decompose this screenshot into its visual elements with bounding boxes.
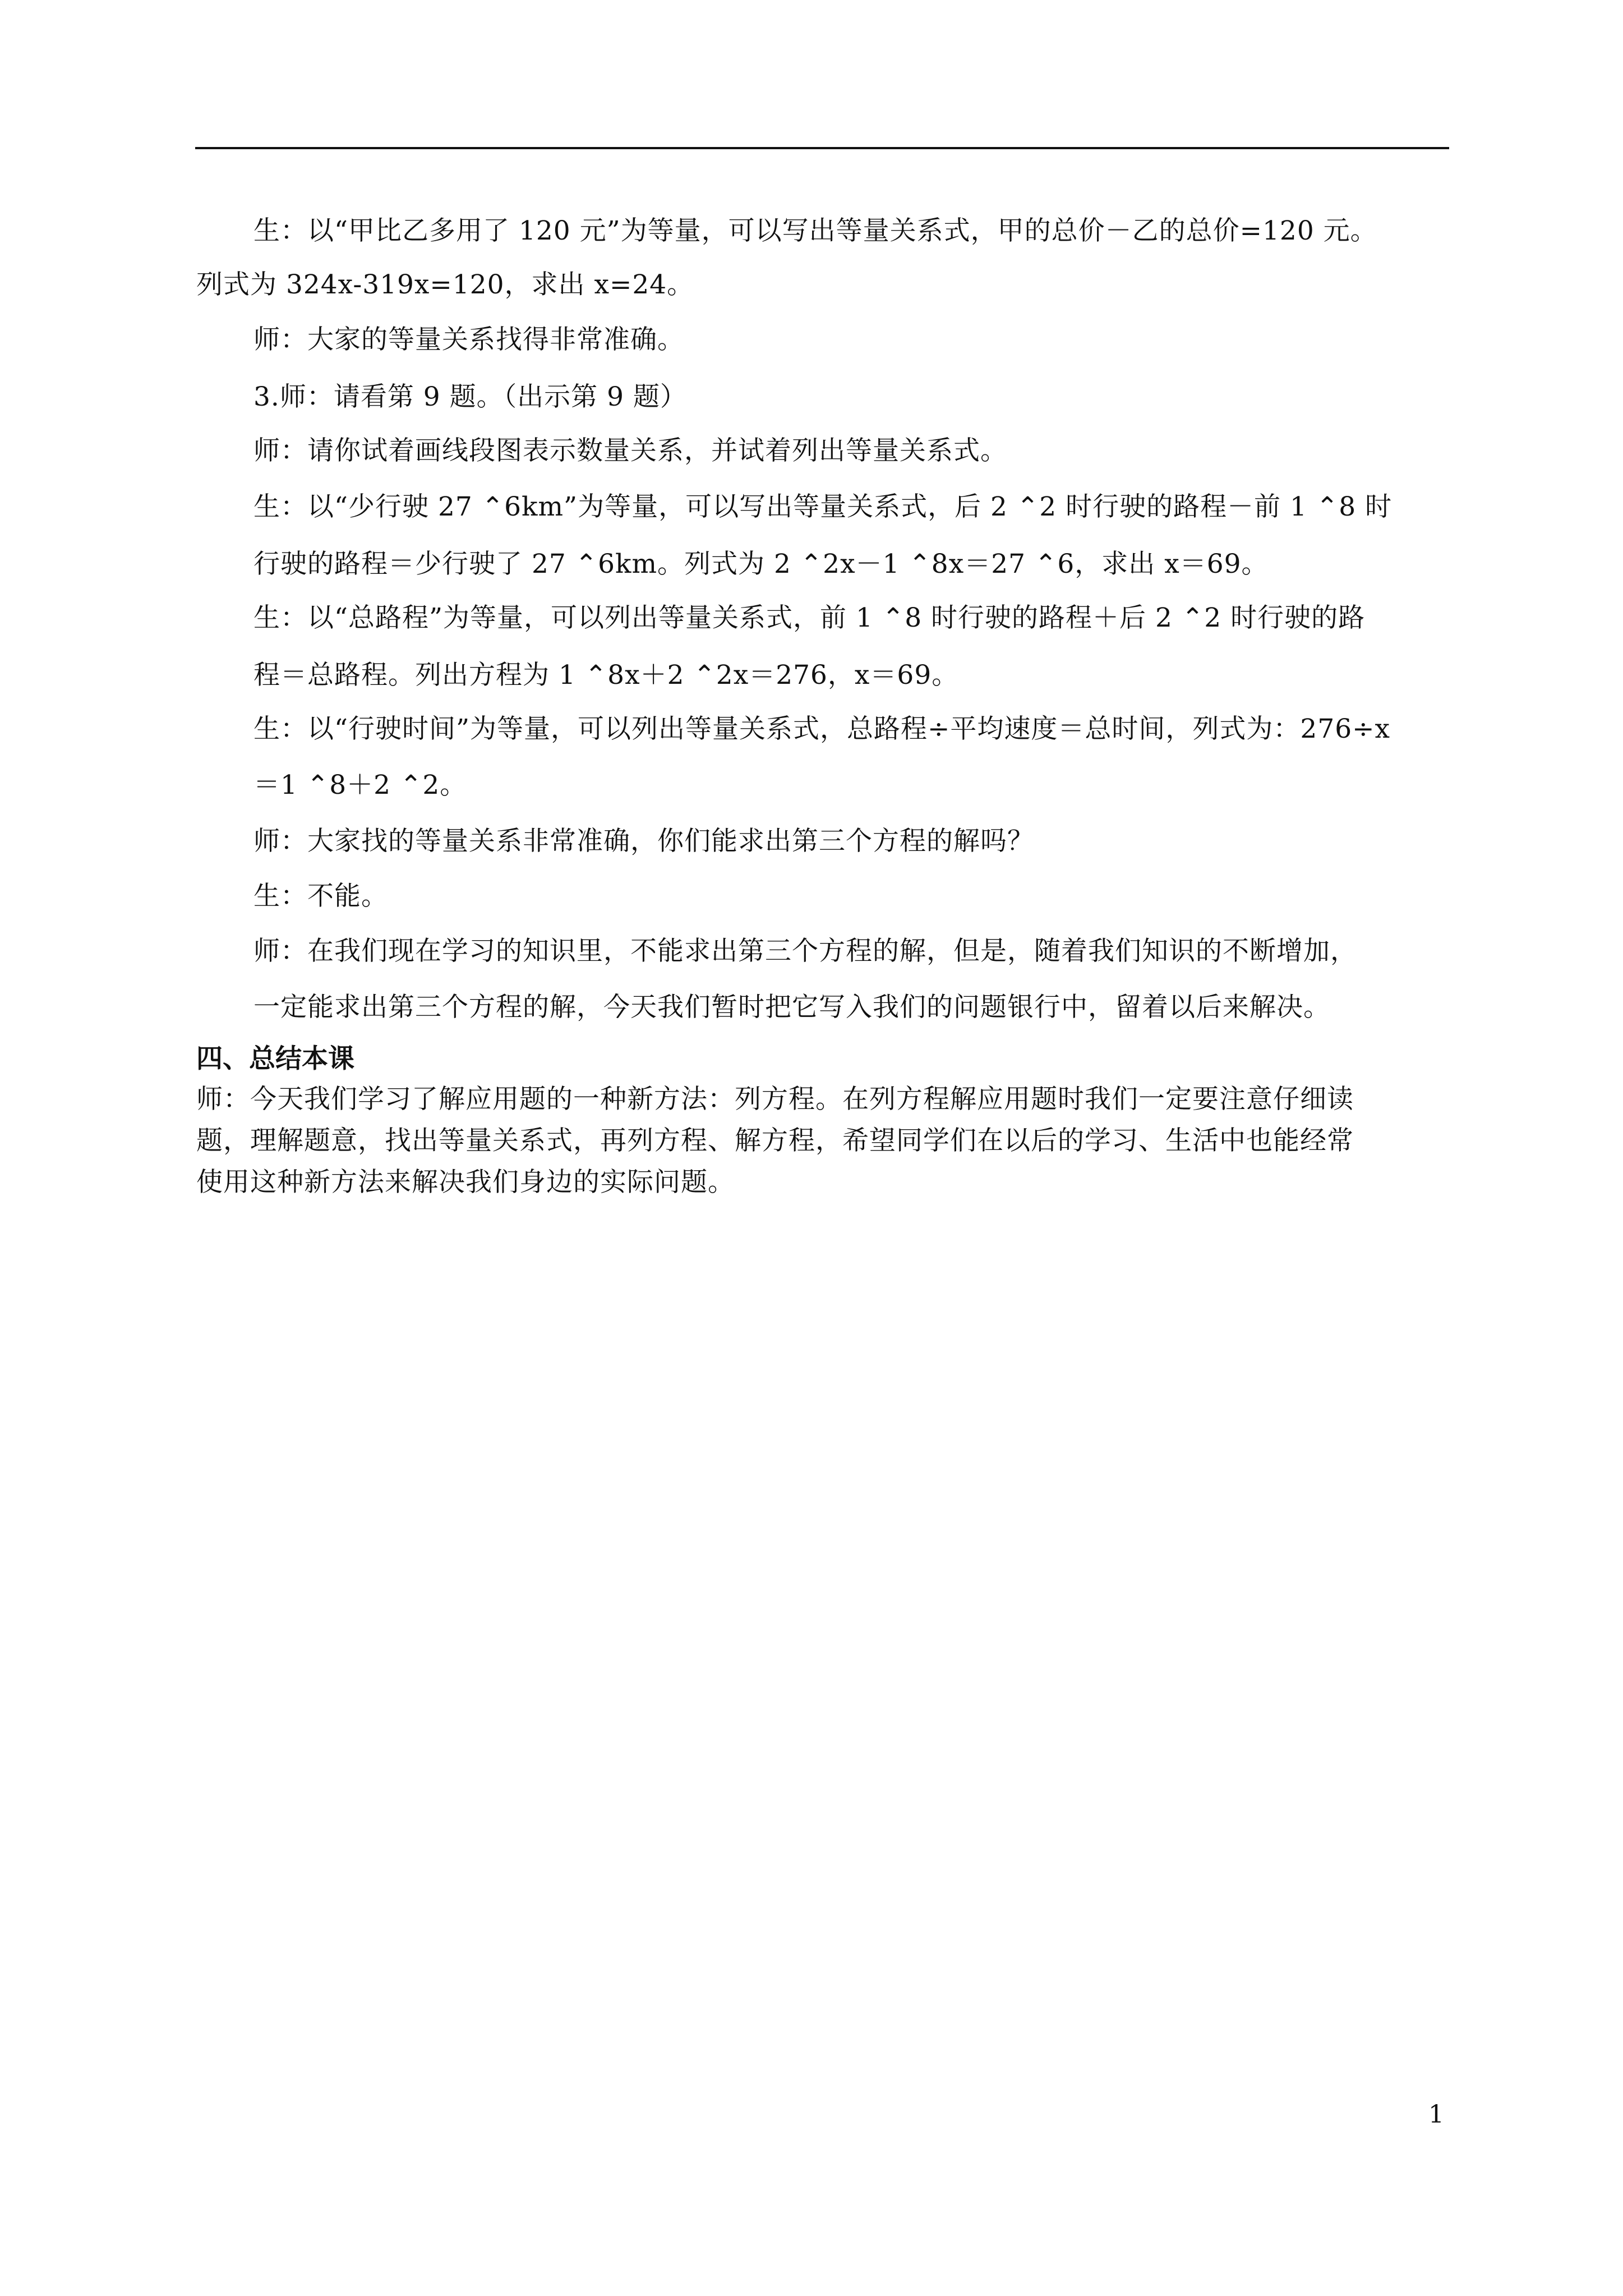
body-line-5: 师：请你试着画线段图表示数量关系，并试着列出等量关系式。	[253, 435, 1007, 466]
body-line-14: 师：在我们现在学习的知识里，不能求出第三个方程的解，但是，随着我们知识的不断增加，	[253, 936, 1357, 967]
page-number: 1	[1428, 2100, 1444, 2129]
body-line-4: 3.师：请看第 9 题。（出示第 9 题）	[253, 381, 687, 412]
body-line-3: 师：大家的等量关系找得非常准确。	[253, 324, 684, 355]
body-line-8: 生：以“总路程”为等量，可以列出等量关系式，前 1 ⌃8 时行驶的路程＋后 2 ⌃2 时行驶的路	[253, 602, 1366, 633]
body-line-1: 生：以“甲比乙多用了 120 元”为等量，可以写出等量关系式，甲的总价－乙的总价=120 元。	[253, 215, 1377, 246]
section-heading: 四、总结本课	[196, 1043, 354, 1074]
body-line-15: 一定能求出第三个方程的解，今天我们暂时把它写入我们的问题银行中，留着以后来解决。	[253, 992, 1330, 1023]
summary-line-1: 师：今天我们学习了解应用题的一种新方法：列方程。在列方程解应用题时我们一定要注意仔细读	[196, 1084, 1354, 1115]
body-line-9: 程＝总路程。列出方程为 1 ⌃8x＋2 ⌃2x＝276，x＝69。	[253, 660, 959, 691]
summary-line-3: 使用这种新方法来解决我们身边的实际问题。	[196, 1167, 735, 1198]
body-line-10: 生：以“行驶时间”为等量，可以列出等量关系式，总路程÷平均速度＝总时间，列式为：276÷x	[253, 714, 1391, 744]
header-rule	[195, 147, 1449, 149]
body-line-13: 生：不能。	[253, 881, 388, 912]
body-line-7: 行驶的路程＝少行驶了 27 ⌃6km。列式为 2 ⌃2x－1 ⌃8x＝27 ⌃6，求出 x＝69。	[253, 549, 1269, 579]
body-line-11: ＝1 ⌃8＋2 ⌃2。	[253, 770, 467, 800]
body-line-12: 师：大家找的等量关系非常准确，你们能求出第三个方程的解吗？	[253, 826, 1034, 857]
body-line-6: 生：以“少行驶 27 ⌃6km”为等量，可以写出等量关系式，后 2 ⌃2 时行驶的路程－前 1 ⌃8 时	[253, 491, 1393, 522]
body-line-2: 列式为 324x-319x=120，求出 x=24。	[196, 269, 694, 300]
summary-line-2: 题，理解题意，找出等量关系式，再列方程、解方程，希望同学们在以后的学习、生活中也能经常	[196, 1125, 1354, 1156]
